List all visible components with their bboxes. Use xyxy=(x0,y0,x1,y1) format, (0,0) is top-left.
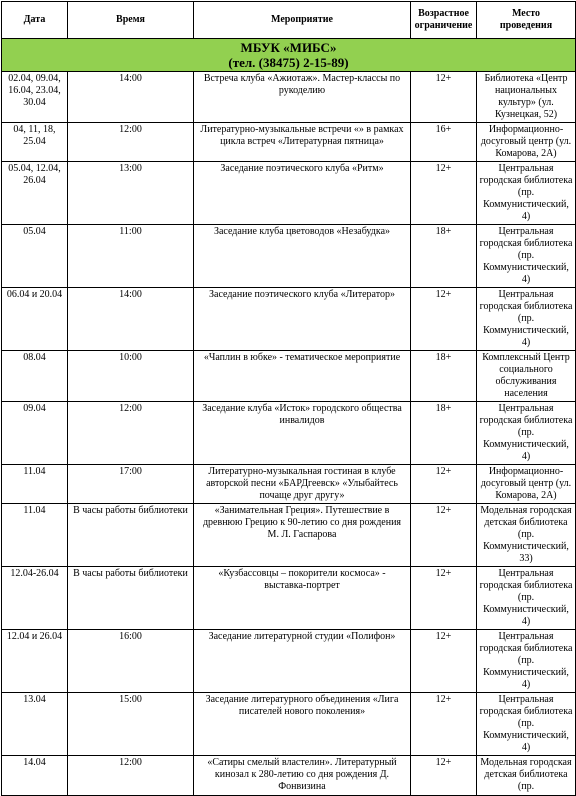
cell-time: 14:00 xyxy=(68,288,194,351)
cell-date: 06.04 и 20.04 xyxy=(2,288,68,351)
table-row xyxy=(2,351,576,402)
table-row xyxy=(2,465,576,504)
cell-place: Центральная городская библиотека (пр. Коммунистический, 4) xyxy=(477,693,576,756)
cell-age: 12+ xyxy=(411,288,477,351)
header-place xyxy=(477,2,576,39)
cell-event: «Чаплин в юбке» - тематическое мероприятие xyxy=(194,351,411,402)
cell-place: Библиотека «Центр национальных культур» (ул. Кузнецкая, 52) xyxy=(477,72,576,123)
table-row xyxy=(2,756,576,796)
header-place-line1: Место xyxy=(511,8,541,19)
cell-event: Заседание клуба «Исток» городского общества инвалидов xyxy=(194,402,411,465)
cell-time: 12:00 xyxy=(68,402,194,465)
table-row xyxy=(2,504,576,567)
cell-place: Комплексный Центр социального обслуживания населения xyxy=(477,351,576,402)
cell-time: 12:00 xyxy=(68,123,194,162)
cell-time: 13:00 xyxy=(68,162,194,225)
cell-place: Центральная городская библиотека (пр. Коммунистический, 4) xyxy=(477,225,576,288)
cell-age: 12+ xyxy=(411,504,477,567)
table-row xyxy=(2,123,576,162)
header-event: Мероприятие xyxy=(194,2,411,39)
header-date: Дата xyxy=(2,2,68,39)
cell-age: 12+ xyxy=(411,72,477,123)
cell-age: 12+ xyxy=(411,756,477,796)
cell-age: 18+ xyxy=(411,402,477,465)
cell-place: Центральная городская библиотека (пр. Коммунистический, 4) xyxy=(477,630,576,693)
cell-place: Информационно-досуговый центр (ул. Комарова, 2А) xyxy=(477,465,576,504)
cell-event: Заседание клуба цветоводов «Незабудка» xyxy=(194,225,411,288)
cell-date: 08.04 xyxy=(2,351,68,402)
cell-date: 05.04 xyxy=(2,225,68,288)
cell-time: 11:00 xyxy=(68,225,194,288)
cell-age: 12+ xyxy=(411,465,477,504)
cell-date: 05.04, 12.04, 26.04 xyxy=(2,162,68,225)
cell-time: 17:00 xyxy=(68,465,194,504)
header-age-line2: ограничение xyxy=(414,20,473,31)
cell-date: 14.04 xyxy=(2,756,68,796)
cell-age: 12+ xyxy=(411,567,477,630)
cell-date: 11.04 xyxy=(2,504,68,567)
cell-time: В часы работы библиотеки xyxy=(68,504,194,567)
events-table xyxy=(1,1,576,796)
cell-event: Заседание литературного объединения «Лига писателей нового поколения» xyxy=(194,693,411,756)
cell-age: 12+ xyxy=(411,162,477,225)
header-age-line1: Возрастное xyxy=(418,8,469,19)
cell-event: Встреча клуба «Ажиотаж». Мастер-классы по рукоделию xyxy=(194,72,411,123)
cell-age: 12+ xyxy=(411,693,477,756)
header-row xyxy=(2,2,576,39)
table-row xyxy=(2,162,576,225)
cell-event: «Кузбассовцы – покорители космоса» - выставка-портрет xyxy=(194,567,411,630)
cell-age: 12+ xyxy=(411,630,477,693)
header-age xyxy=(411,2,477,39)
cell-date: 12.04-26.04 xyxy=(2,567,68,630)
header-time: Время xyxy=(68,2,194,39)
cell-event: «Занимательная Греция». Путешествие в древнюю Грецию к 90-летию со дня рождения М. Л. Гаспарова xyxy=(194,504,411,567)
table-row xyxy=(2,225,576,288)
cell-time: 16:00 xyxy=(68,630,194,693)
cell-place: Информационно-досуговый центр (ул. Комарова, 2А) xyxy=(477,123,576,162)
cell-event: Заседание поэтического клуба «Литератор» xyxy=(194,288,411,351)
table-row xyxy=(2,288,576,351)
org-cell xyxy=(2,39,576,72)
table-row xyxy=(2,567,576,630)
table-row xyxy=(2,630,576,693)
cell-place: Центральная городская библиотека (пр. Коммунистический, 4) xyxy=(477,567,576,630)
org-phone: (тел. (38475) 2-15-89) xyxy=(228,55,349,70)
cell-place: Модельная городская детская библиотека (пр. xyxy=(477,756,576,796)
org-row xyxy=(2,39,576,72)
table-row xyxy=(2,72,576,123)
cell-event: Литературно-музыкальная гостиная в клубе авторской песни «БАРДгеевск» «Улыбайтесь почаще друг другу» xyxy=(194,465,411,504)
cell-date: 04, 11, 18, 25.04 xyxy=(2,123,68,162)
cell-time: 10:00 xyxy=(68,351,194,402)
table-row xyxy=(2,693,576,756)
cell-date: 11.04 xyxy=(2,465,68,504)
cell-date: 13.04 xyxy=(2,693,68,756)
cell-event: Литературно-музыкальные встречи «» в рамках цикла встреч «Литературная пятница» xyxy=(194,123,411,162)
cell-date: 02.04, 09.04, 16.04, 23.04, 30.04 xyxy=(2,72,68,123)
cell-time: 15:00 xyxy=(68,693,194,756)
cell-age: 18+ xyxy=(411,225,477,288)
cell-date: 12.04 и 26.04 xyxy=(2,630,68,693)
cell-place: Центральная городская библиотека (пр. Коммунистический, 4) xyxy=(477,162,576,225)
header-place-line2: проведения xyxy=(499,20,553,31)
cell-place: Центральная городская библиотека (пр. Коммунистический, 4) xyxy=(477,288,576,351)
cell-place: Модельная городская детская библиотека (пр. Коммунистический, 33) xyxy=(477,504,576,567)
table-row xyxy=(2,402,576,465)
cell-age: 16+ xyxy=(411,123,477,162)
cell-time: 14:00 xyxy=(68,72,194,123)
cell-age: 18+ xyxy=(411,351,477,402)
cell-time: 12:00 xyxy=(68,756,194,796)
cell-event: «Сатиры смелый властелин». Литературный кинозал к 280-летию со дня рождения Д. Фонвизина xyxy=(194,756,411,796)
cell-event: Заседание литературной студии «Полифон» xyxy=(194,630,411,693)
cell-time: В часы работы библиотеки xyxy=(68,567,194,630)
cell-date: 09.04 xyxy=(2,402,68,465)
org-name: МБУК «МИБС» xyxy=(240,40,337,55)
cell-event: Заседание поэтического клуба «Ритм» xyxy=(194,162,411,225)
cell-place: Центральная городская библиотека (пр. Коммунистический, 4) xyxy=(477,402,576,465)
